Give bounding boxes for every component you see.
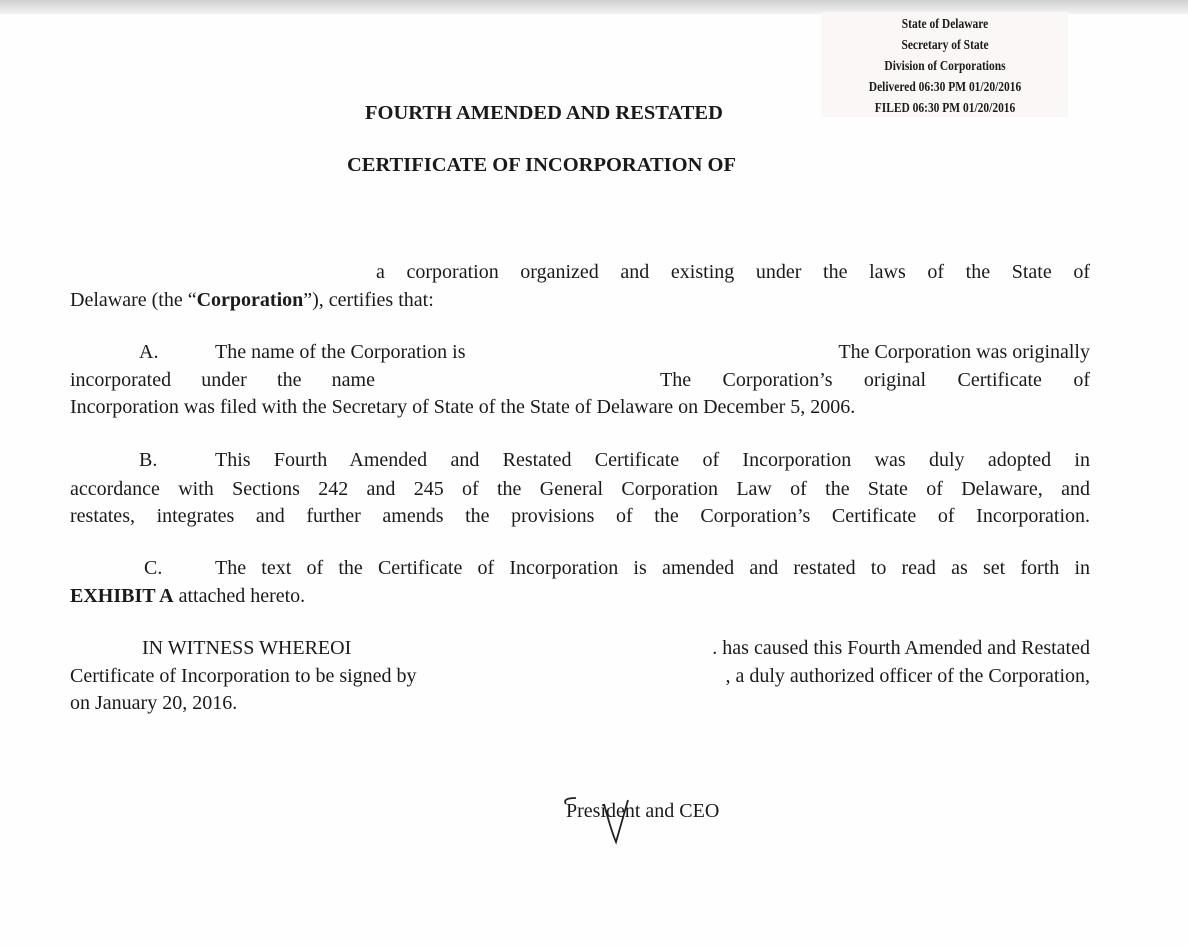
witness-line1-right: . has caused this Fourth Amended and Restated bbox=[712, 637, 1090, 659]
para-b-line1: This Fourth Amended and Restated Certificate of Incorporation was duly adopted in bbox=[215, 449, 1090, 471]
para-a-line3: Incorporation was filed with the Secretary of State of the State of Delaware on December 5, 2006. bbox=[70, 396, 856, 418]
intro-line2 bbox=[70, 288, 1090, 312]
para-a-line1-right: The Corporation was originally bbox=[838, 341, 1090, 363]
stamp-line: Secretary of State bbox=[901, 37, 989, 52]
signatory-title: President and CEO bbox=[566, 800, 720, 822]
witness-line3: on January 20, 2016. bbox=[70, 692, 238, 714]
witness-line2-left: Certificate of Incorporation to be signed by bbox=[70, 665, 417, 687]
para-b-line2: accordance with Sections 242 and 245 of the General Corporation Law of the State of Delaware, and bbox=[70, 478, 1090, 500]
document-title-line2: CERTIFICATE OF INCORPORATION OF bbox=[347, 154, 736, 176]
stamp-line: FILED 06:30 PM 01/20/2016 bbox=[874, 100, 1016, 115]
stamp-line: State of Delaware bbox=[901, 16, 989, 31]
para-c-label: C. bbox=[144, 557, 163, 579]
text: ”), certifies that: bbox=[303, 289, 434, 311]
exhibit-reference: EXHIBIT A bbox=[70, 585, 174, 607]
document-title-line1: FOURTH AMENDED AND RESTATED bbox=[365, 102, 723, 124]
intro-line1: a corporation organized and existing under the laws of the State of bbox=[376, 261, 1090, 283]
text: Delaware (the “ bbox=[70, 289, 197, 311]
defined-term: Corporation bbox=[196, 289, 304, 311]
text: attached hereto. bbox=[173, 585, 306, 607]
para-c-line2 bbox=[70, 584, 1090, 608]
para-a-line2-left: incorporated under the name bbox=[70, 369, 375, 391]
filing-stamp bbox=[822, 12, 1069, 117]
para-c-line1: The text of the Certificate of Incorporation is amended and restated to read as set forth in bbox=[215, 557, 1090, 579]
witness-line2-right: , a duly authorized officer of the Corporation, bbox=[725, 665, 1090, 687]
para-b-line3: restates, integrates and further amends the provisions of the Corporation’s Certificate of Incorporation. bbox=[70, 505, 1090, 527]
para-b-label: B. bbox=[139, 449, 158, 471]
para-a-label: A. bbox=[139, 341, 159, 363]
para-a-line2-right: The Corporation’s original Certificate of bbox=[660, 369, 1090, 391]
stamp-line: Delivered 06:30 PM 01/20/2016 bbox=[868, 79, 1022, 94]
witness-line1-left: IN WITNESS WHEREOI bbox=[142, 637, 352, 659]
stamp-line: Division of Corporations bbox=[884, 58, 1006, 73]
para-a-line1-left: The name of the Corporation is bbox=[215, 341, 466, 363]
